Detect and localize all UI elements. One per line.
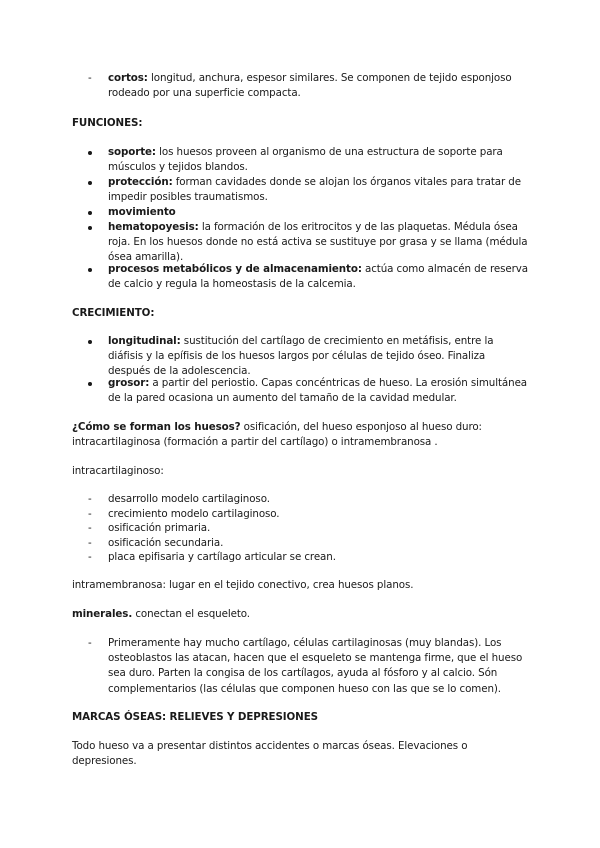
crecimiento-item-grosor: grosor: a partir del periostio. Capas concéntricas de hueso. La erosión simultánea de la pared ocasiona un aumento del tamaño de la cavidad medular. — [108, 377, 528, 405]
dash-marker: - — [88, 72, 92, 84]
funciones-item-hematopoyesis: hematopoyesis: la formación de los eritrocitos y de las plaquetas. Médula ósea roja. En los huesos donde no está activa se sustituye por grasa y se llama (médula ósea amarilla). — [108, 221, 528, 264]
crecimiento-heading: CRECIMIENTO: — [72, 307, 155, 319]
marcas-paragraph: Todo hueso va a presentar distintos accidentes o marcas óseas. Elevaciones o depresiones. — [72, 740, 468, 768]
cortos-item — [108, 71, 528, 101]
intracartilaginoso-label: intracartilaginoso: — [72, 465, 164, 477]
como-text: osificación, del hueso esponjoso al hueso duro: intracartilaginosa (formación a partir del cartílago) o intramembranosa . — [72, 421, 482, 449]
funciones-item-procesos: procesos metabólicos y de almacenamiento: actúa como almacén de reserva de calcio y regula la homeostasis de la calcemia. — [108, 263, 528, 291]
minerales-term: minerales. — [72, 608, 133, 620]
bullet-dot — [88, 334, 92, 349]
funciones-item-movimiento: movimiento — [108, 206, 176, 218]
funciones-item-soporte: soporte: los huesos proveen al organismo de una estructura de soporte para músculos y tejidos blandos. — [108, 146, 503, 174]
intra-item: crecimiento modelo cartilaginoso. — [108, 508, 280, 520]
cortos-text: longitud, anchura, espesor similares. Se componen de tejido esponjoso rodeado por una superficie compacta. — [108, 72, 512, 100]
funciones-item-proteccion: protección: forman cavidades donde se alojan los órganos vitales para tratar de impedir posibles traumatismos. — [108, 176, 521, 204]
dash-marker: - — [88, 508, 92, 520]
dash-marker: - — [88, 637, 92, 649]
como-paragraph — [72, 420, 532, 450]
bullet-dot — [88, 376, 92, 391]
bullet-dot — [88, 205, 92, 220]
dash-marker: - — [88, 537, 92, 549]
intra-item: desarrollo modelo cartilaginoso. — [108, 493, 270, 505]
dash-marker: - — [88, 551, 92, 563]
bullet-dot — [88, 262, 92, 277]
como-term: ¿Cómo se forman los huesos? — [72, 421, 241, 433]
dash-marker: - — [88, 493, 92, 505]
bullet-dot — [88, 175, 92, 190]
bullet-dot — [88, 145, 92, 160]
crecimiento-item-longitudinal: longitudinal: sustitución del cartílago de crecimiento en metáfisis, entre la diáfisis y la epífisis de los huesos largos por células de tejido óseo. Finaliza después de la adolescencia. — [108, 335, 494, 378]
dash-marker: - — [88, 522, 92, 534]
cortos-term: cortos: — [108, 72, 148, 84]
intramembranosa-paragraph: intramembranosa: lugar en el tejido conectivo, crea huesos planos. — [72, 579, 414, 591]
intra-item: osificación primaria. — [108, 522, 211, 534]
funciones-heading: FUNCIONES: — [72, 117, 143, 129]
intra-item: osificación secundaria. — [108, 537, 224, 549]
minerales-paragraph — [72, 607, 532, 622]
bullet-dot — [88, 220, 92, 235]
marcas-heading: MARCAS ÓSEAS: RELIEVES Y DEPRESIONES — [72, 711, 318, 723]
minerales-item: Primeramente hay mucho cartílago, células cartilaginosas (muy blandas). Los osteoblastos las atacan, hacen que el esqueleto se mantenga firme, que el hueso sea duro. Parten la congisa de los cartílagos, ayuda al fósforo y al calcio. Són complementarios (las células que componen hueso con las que se lo comen). — [108, 637, 523, 695]
intra-item: placa epifisaria y cartílago articular se crean. — [108, 551, 336, 563]
minerales-text: conectan el esqueleto. — [132, 608, 250, 620]
